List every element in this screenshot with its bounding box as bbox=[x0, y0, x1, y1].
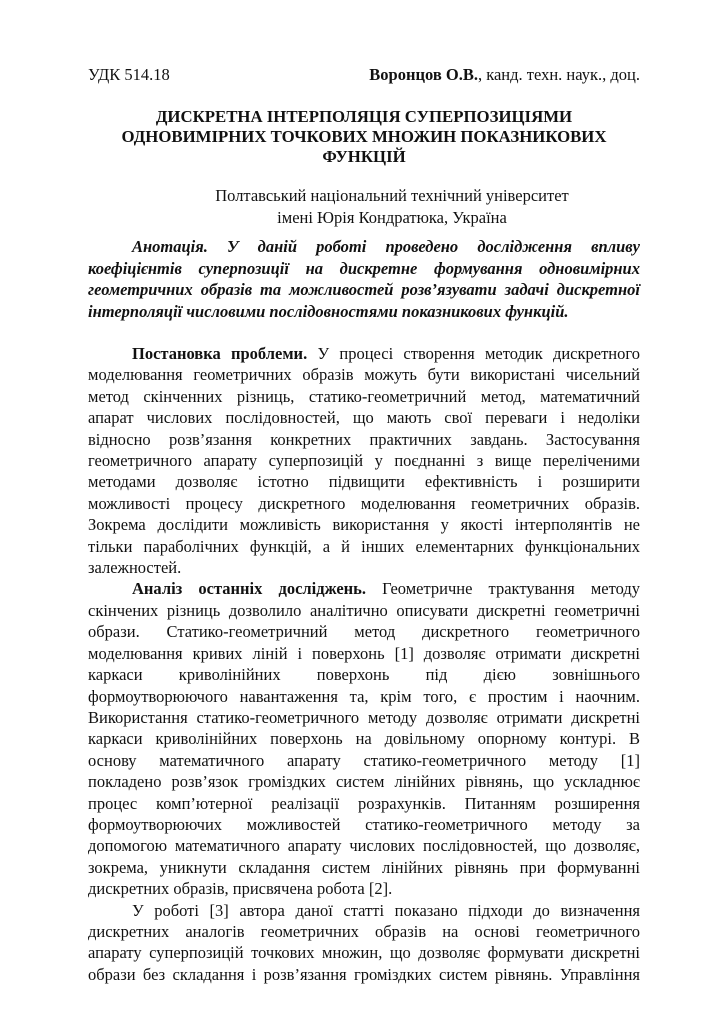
line-text: У процесі створення методик дискретного bbox=[307, 344, 640, 363]
paragraph-line bbox=[88, 900, 640, 921]
paragraph-line: відносно розв’язання конкретних практичних завдань. Застосування bbox=[88, 429, 640, 449]
paragraph-line: основу математичного апарату статико-геометричного методу [1] bbox=[88, 750, 640, 770]
line-text: Геометричне трактування методу bbox=[366, 579, 640, 599]
paragraph bbox=[88, 578, 640, 899]
paragraph-line: методами дозволяє істотно підвищити ефективність і розширити bbox=[88, 472, 640, 492]
title-line: ОДНОВИМІРНИХ ТОЧКОВИХ МНОЖИН ПОКАЗНИКОВИХ bbox=[121, 127, 607, 146]
paragraph-line: апарат числових послідовностей, що мають свої переваги і недоліки bbox=[88, 408, 640, 428]
section-heading: Аналіз останніх досліджень. bbox=[132, 579, 367, 599]
paragraph-line bbox=[88, 578, 640, 599]
paragraph-line: допомогою математичного апарату числових послідовностей, що дозволяє, bbox=[88, 836, 640, 856]
abstract-line: Анотація. У даній роботі проведено дослідження впливу bbox=[132, 237, 640, 256]
paragraph-line: геометричного апарату суперпозицій у поєднанні з вище переліченими bbox=[88, 451, 640, 471]
paragraph-line: Використання статико-геометричного методу дозволяє отримати дискретні bbox=[88, 707, 640, 727]
paper-title bbox=[88, 107, 640, 167]
paragraph-line: скінчених різниць дозволило аналітично описувати дискретні геометричні bbox=[88, 600, 640, 620]
udc-code: УДК 514.18 bbox=[88, 65, 170, 84]
abstract-line: коефіцієнтів суперпозиції на дискретне формування одновимірних bbox=[88, 258, 640, 278]
paragraph-line: тільки параболічних функцій, а й інших елементарних функціональних bbox=[88, 536, 640, 556]
line-text: У роботі [3] автора даної статті показано підходи до визначення bbox=[132, 900, 640, 920]
paragraph bbox=[88, 343, 640, 578]
paragraph-line: Зокрема дослідити можливість використання у якості інтерполянтів не bbox=[88, 515, 640, 535]
abstract-line: інтерполяції числовими послідовностями показникових функцій. bbox=[88, 301, 569, 321]
paragraph-line: моделювання геометричних образів можуть бути використані чисельний bbox=[88, 365, 640, 385]
paragraph-line: зокрема, уникнути складання систем лінійних рівнянь при формуванні bbox=[88, 857, 640, 877]
body-text bbox=[88, 343, 640, 985]
paragraph-line: можливості процесу дискретного моделювання геометричних образів. bbox=[88, 493, 640, 513]
title-line: ДИСКРЕТНА ІНТЕРПОЛЯЦІЯ СУПЕРПОЗИЦІЯМИ bbox=[155, 107, 573, 126]
paragraph-line bbox=[88, 343, 640, 364]
affiliation bbox=[116, 185, 668, 229]
paragraph-line: дискретних аналогів геометричних образів на основі геометричного bbox=[88, 921, 640, 941]
paragraph-line: формоутворюючих можливостей статико-геометричного методу за bbox=[88, 814, 640, 834]
title-line: ФУНКЦІЙ bbox=[322, 147, 406, 166]
paragraph bbox=[88, 900, 640, 986]
paragraph-line: дискретних образів, присвячена робота [2]. bbox=[88, 879, 393, 899]
affiliation-line: імені Юрія Кондратюка, Україна bbox=[277, 208, 507, 227]
paragraph-line: каркаси криволінійних поверхонь на довільному опорному контурі. В bbox=[88, 729, 640, 749]
paragraph-line: метод скінченних різниць, статико-геометричний метод, математичний bbox=[88, 386, 640, 406]
paragraph-line: покладено розв’язок громіздких систем лінійних рівнянь, що ускладнює bbox=[88, 772, 640, 792]
author-name: Воронцов О.В. bbox=[369, 65, 478, 84]
paragraph-line: моделювання кривих ліній і поверхонь [1] дозволяє отримати дискретні bbox=[88, 643, 640, 663]
section-heading: Постановка проблеми. bbox=[132, 344, 308, 363]
paragraph-line: процес комп’ютерної реалізації розрахунків. Питанням розширення bbox=[88, 793, 640, 813]
abstract bbox=[88, 236, 640, 322]
paragraph-line: апарату суперпозицій точкових множин, що дозволяє формувати дискретні bbox=[88, 943, 640, 963]
affiliation-line: Полтавський національний технічний університет bbox=[215, 186, 569, 205]
paragraph-line: образи. Статико-геометричний метод дискретного геометричного bbox=[88, 622, 640, 642]
paragraph-line: образи без складання і розв’язання громіздких систем рівнянь. Управління bbox=[88, 964, 640, 984]
abstract-line: геометричних образів та можливостей розв’язувати задачі дискретної bbox=[88, 280, 640, 299]
paragraph-line: формоутворюючого навантаження та, крім того, є простим і наочним. bbox=[88, 686, 640, 706]
paragraph-line: залежностей. bbox=[88, 558, 182, 578]
author-degree: , канд. техн. наук., доц. bbox=[477, 65, 640, 84]
paragraph-line: каркаси криволінійних поверхонь під дією зовнішнього bbox=[88, 665, 640, 685]
author bbox=[369, 64, 640, 86]
